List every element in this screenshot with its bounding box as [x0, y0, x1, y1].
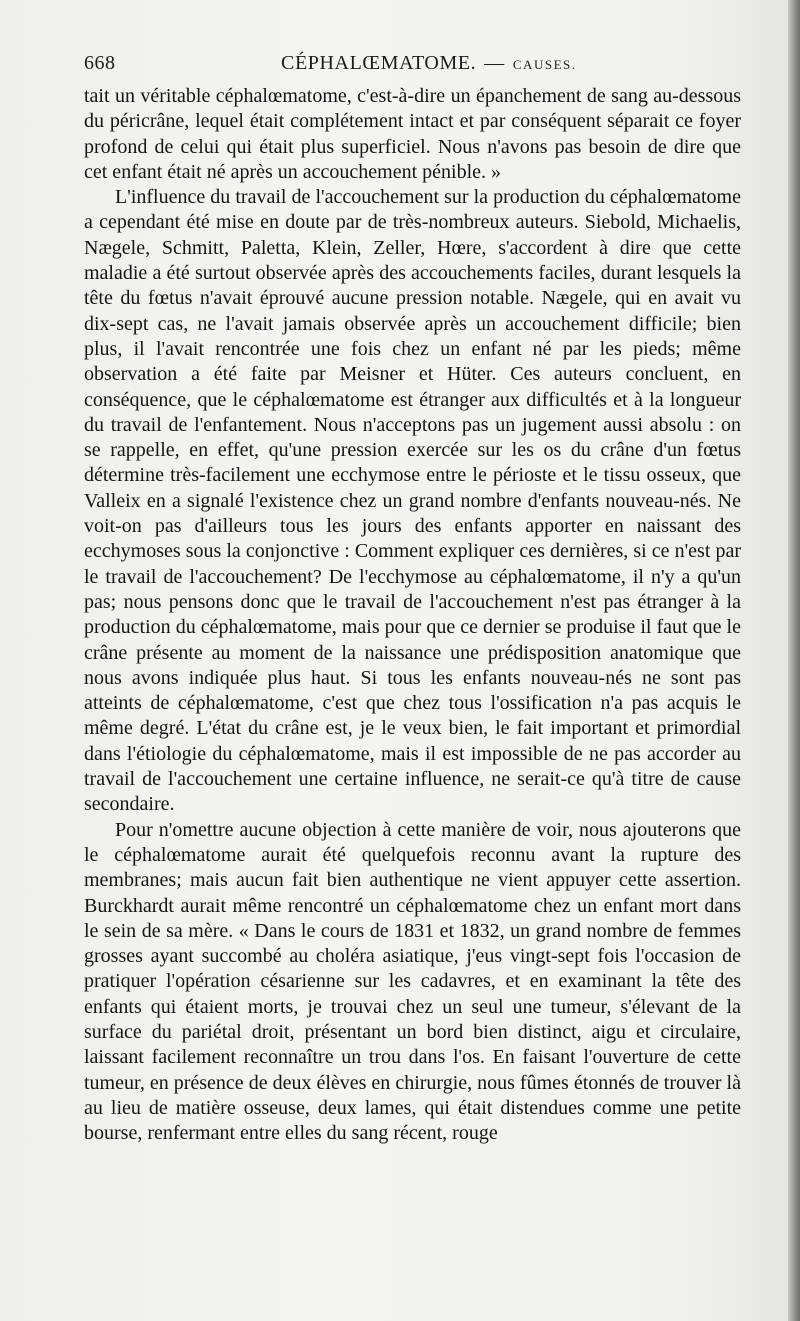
section-title: CAUSES. — [512, 57, 577, 72]
body-text — [84, 84, 741, 1146]
paragraph-influence-travail: L'influence du travail de l'accouchement sur la production du céphalœmatome a cependant été mise en doute par de très-nombreux auteurs. Siebold, Michaelis, Nægele, Schmitt, Paletta, Klein, Zeller, Hœre, s'accordent à dire que cette maladie a été surtout observée après des accouchements faciles, durant lesquels la tête du fœtus n'avait éprouvé aucune pression notable. Nægele, qui en avait vu dix-sept cas, ne l'avait jamais observée après un accouchement difficile; bien plus, il l'avait rencontrée une fois chez un enfant né par les pieds; même observation a été faite par Meisner et Hüter. Ces auteurs concluent, en conséquence, que le céphalœmatome est étranger aux difficultés et à la longueur du travail de l'enfantement. Nous n'acceptons pas un jugement aussi absolu : on se rappelle, en effet, qu'une pression exercée sur les os du crâne d'un fœtus détermine très-facilement une ecchymose entre le périoste et le tissu osseux, que Valleix en a signalé l'existence chez un grand nombre d'enfants nouveau-nés. Ne voit-on pas d'ailleurs tous les jours des enfants apporter en naissant des ecchymoses sous la conjonctive : Comment expliquer ces dernières, si ce n'est par le travail de l'accouchement? De l'ecchymose au céphalœmatome, il n'y a qu'un pas; nous pensons donc que le travail de l'accouchement n'est pas étranger à la production du céphalœmatome, mais pour que ce dernier se produise il faut que le crâne présente au moment de la naissance une prédisposition anatomique que nous avons indiquée plus haut. Si tous les enfants nouveau-nés ne sont pas atteints de céphalœmatome, c'est que chez tous l'ossification n'a pas acquis le même degré. L'état du crâne est, je le veux bien, le fait important et primordial dans l'étiologie du céphalœmatome, mais il est impossible de ne pas accorder au travail de l'accouchement une certaine influence, ne serait-ce qu'à titre de cause secondaire. — [84, 186, 741, 816]
page-edge — [788, 0, 800, 1321]
paragraph-objection: Pour n'omettre aucune objection à cette manière de voir, nous ajouterons que le céphalœmatome aurait été quelquefois reconnu avant la rupture des membranes; mais aucun fait bien authentique ne vient appuyer cette assertion. Burckhardt aurait même rencontré un céphalœmatome chez un enfant mort dans le sein de sa mère. « Dans le cours de 1831 et 1832, un grand nombre de femmes grosses ayant succombé au choléra asiatique, j'eus vingt-sept fois l'occasion de pratiquer l'opération césarienne sur les cadavres, et en examinant la tête des enfants qui étaient morts, je trouvai chez un seul une tumeur, s'élevant de la surface du pariétal droit, présentant un bord bien distinct, aigu et circulaire, laissant facilement reconnaître un trou dans l'os. En faisant l'ouverture de cette tumeur, en présence de deux élèves en chirurgie, nous fûmes étonnés de trouver là au lieu de matière osseuse, deux lames, qui était distendues comme une petite bourse, renfermant entre elles du sang récent, rouge — [84, 818, 741, 1145]
paragraph-continuation: tait un véritable céphalœmatome, c'est-à-dire un épanchement de sang au-dessous du péricrâne, lequel était complétement intact et par conséquent séparait ce foyer profond de celui qui était plus superficiel. Nous n'avons pas besoin de dire que cet enfant était né après un accouchement pénible. » — [84, 85, 741, 183]
chapter-title: CÉPHALŒMATOME. — [281, 52, 477, 74]
title-separator: — — [484, 52, 505, 74]
page-header — [84, 52, 744, 78]
page-number: 668 — [84, 52, 116, 74]
running-title — [281, 52, 577, 75]
